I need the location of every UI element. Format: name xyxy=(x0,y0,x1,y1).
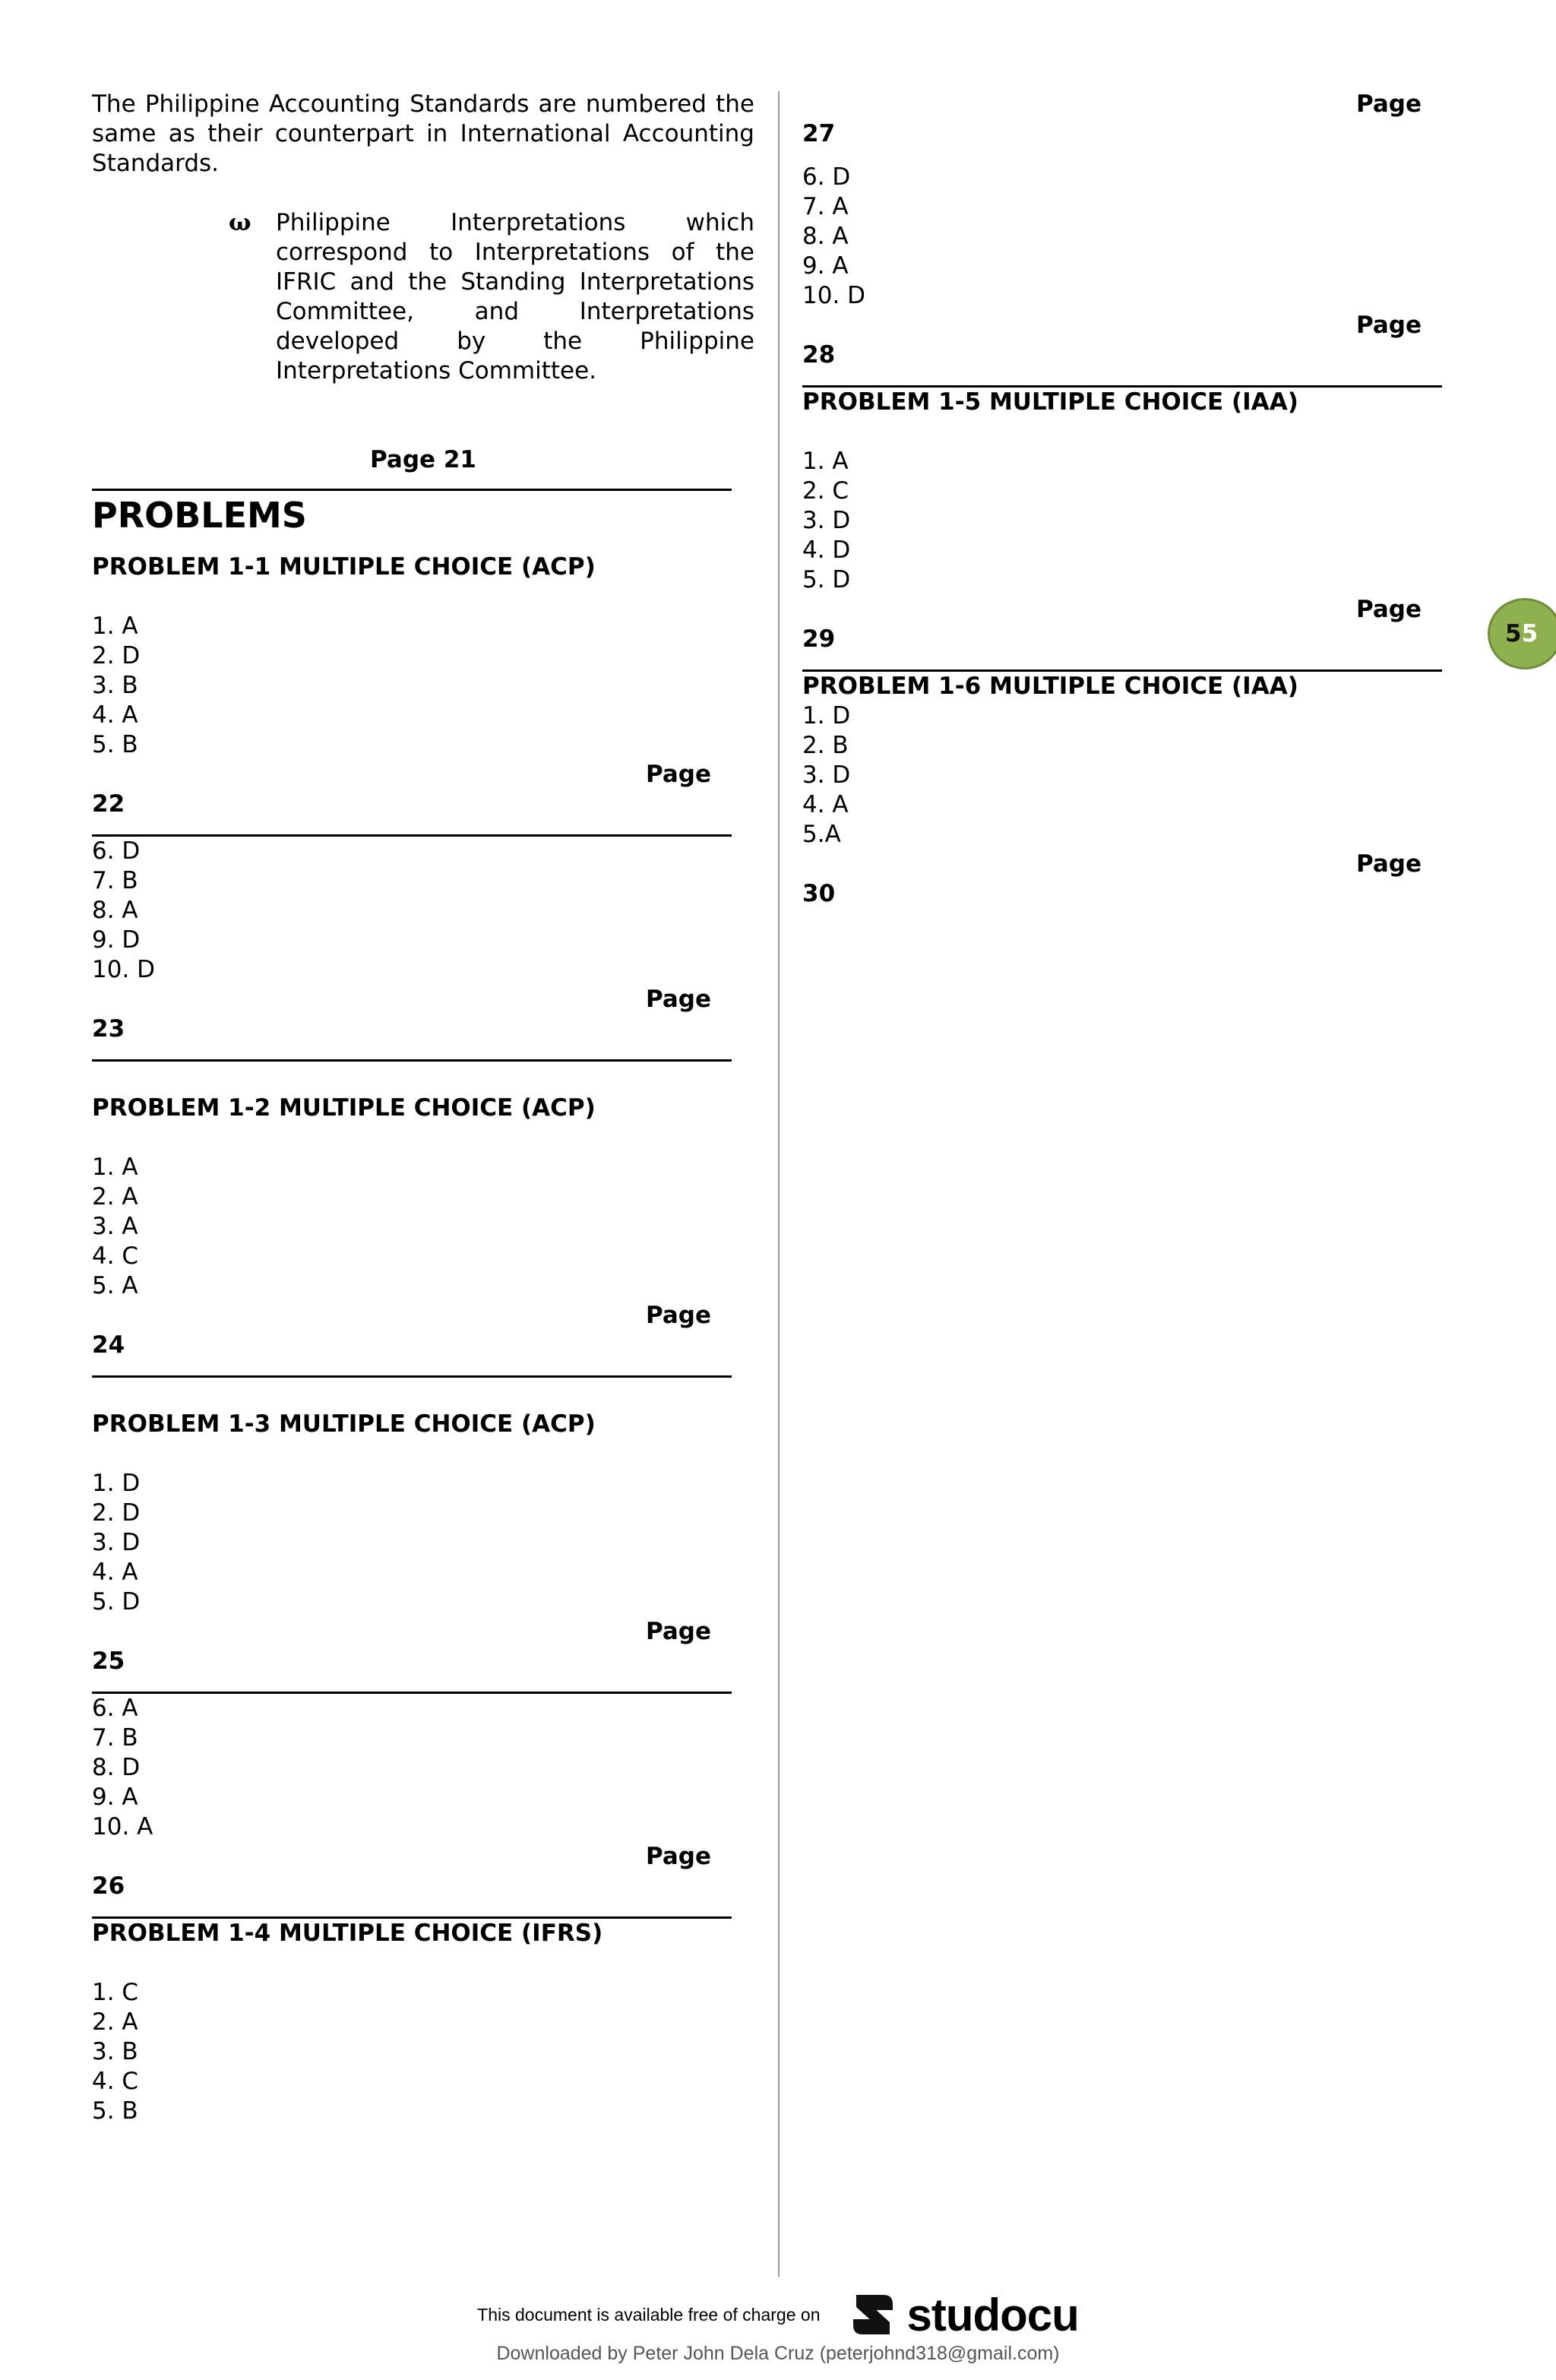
answer-item: 8. A xyxy=(92,897,138,924)
answer-item: 8. A xyxy=(802,223,849,250)
answer-item: 2. A xyxy=(92,2008,138,2036)
page-number-29: 29 xyxy=(802,625,836,653)
page-number-23: 23 xyxy=(92,1015,125,1043)
page-number-24: 24 xyxy=(92,1331,125,1359)
answer-item: 5. A xyxy=(92,1272,138,1299)
studocu-logo[interactable] xyxy=(846,2287,1078,2342)
answer-item: 7. B xyxy=(92,1724,138,1752)
problem-1-3 xyxy=(92,1410,754,1919)
left-column xyxy=(92,90,754,2126)
page-label: Page xyxy=(645,1302,711,1329)
answer-item: 3. D xyxy=(802,761,851,789)
answer-item: 9. A xyxy=(802,252,849,280)
page-label: Page xyxy=(645,986,711,1013)
page-number-22: 22 xyxy=(92,790,125,818)
right-column xyxy=(802,90,1444,909)
answer-item: 2. C xyxy=(802,477,849,505)
problem-1-1-answers-1 xyxy=(92,612,754,760)
problem-1-2-title: PROBLEM 1-2 MULTIPLE CHOICE (ACP) xyxy=(92,1094,596,1122)
page-label: Page xyxy=(645,1843,711,1870)
problem-1-5 xyxy=(802,388,1444,672)
answer-item: 1. C xyxy=(92,1979,139,2006)
studocu-logo-text: studocu xyxy=(906,2289,1079,2340)
page-number-26: 26 xyxy=(92,1872,125,1900)
page-badge-digit-light: 5 xyxy=(1521,619,1539,647)
answer-item: 4. A xyxy=(802,791,849,818)
answer-item: 1. A xyxy=(802,448,849,475)
answer-item: 4. D xyxy=(802,536,851,564)
answer-item: 5. B xyxy=(92,731,138,758)
problem-1-6 xyxy=(802,672,1444,909)
problem-1-6-title: PROBLEM 1-6 MULTIPLE CHOICE (IAA) xyxy=(802,673,1298,700)
page-label: Page xyxy=(645,761,711,788)
page-badge-digit-dark: 5 xyxy=(1505,619,1522,647)
problem-1-2 xyxy=(92,1093,754,1378)
answer-item: 3. B xyxy=(92,2038,138,2065)
answer-item: 3. B xyxy=(92,672,138,699)
answer-item: 4. A xyxy=(92,701,138,729)
answer-item: 6. D xyxy=(92,837,141,865)
page-badge xyxy=(1488,598,1556,669)
studocu-logo-icon xyxy=(846,2287,900,2342)
bullet-item xyxy=(92,208,754,386)
page-number-28: 28 xyxy=(802,341,836,369)
problem-1-1-title: PROBLEM 1-1 MULTIPLE CHOICE (ACP) xyxy=(92,553,596,581)
answer-item: 10. A xyxy=(92,1813,153,1840)
problem-1-1 xyxy=(92,552,754,1062)
answer-item: 1. A xyxy=(92,612,138,640)
footer-downloaded-by: Downloaded by Peter John Dela Cruz (peterjohnd318@gmail.com) xyxy=(496,2343,1060,2364)
answer-item: 7. B xyxy=(92,867,138,894)
footer-availability xyxy=(0,2287,1556,2342)
answer-item: 8. D xyxy=(92,1754,141,1781)
answer-item: 2. B xyxy=(802,732,849,759)
problem-1-5-answers xyxy=(802,447,1444,595)
answer-item: 7. A xyxy=(802,193,849,220)
answer-item: 1. D xyxy=(802,702,851,730)
page-number-30: 30 xyxy=(802,880,836,907)
answer-item: 5. B xyxy=(92,2097,138,2125)
problem-1-4 xyxy=(92,1919,754,2126)
bullet-omega-icon: ω xyxy=(229,209,251,236)
intro-paragraph: The Philippine Accounting Standards are numbered the same as their counterpart in International Accounting Standards. xyxy=(92,90,754,177)
answer-item: 9. A xyxy=(92,1783,138,1811)
answer-item: 1. D xyxy=(92,1470,141,1497)
problem-1-4-title: PROBLEM 1-4 MULTIPLE CHOICE (IFRS) xyxy=(92,1920,603,1947)
problem-1-6-answers xyxy=(802,701,1444,850)
problem-1-3-answers-2 xyxy=(92,1694,754,1842)
answer-item: 3. A xyxy=(92,1213,138,1240)
answer-item: 3. D xyxy=(802,507,851,534)
problem-1-1-answers-2 xyxy=(92,837,754,985)
page-number-27: 27 xyxy=(802,120,836,147)
page-21-label: Page 21 xyxy=(370,446,476,473)
page-label: Page xyxy=(1355,90,1422,118)
problem-1-5-title: PROBLEM 1-5 MULTIPLE CHOICE (IAA) xyxy=(802,388,1298,416)
footer-available-text: This document is available free of charge on xyxy=(477,2304,821,2325)
page-number-25: 25 xyxy=(92,1647,125,1675)
answer-item: 5. D xyxy=(802,566,851,593)
problems-heading: PROBLEMS xyxy=(92,495,307,536)
problem-1-4-answers-2 xyxy=(802,163,1444,311)
answer-item: 10. D xyxy=(92,956,156,983)
problem-1-4-answers-1 xyxy=(92,1978,754,2126)
answer-item: 1. A xyxy=(92,1154,138,1181)
answer-item: 6. D xyxy=(802,163,851,191)
answer-item: 2. A xyxy=(92,1183,138,1211)
answer-item: 10. D xyxy=(802,282,866,309)
answer-item: 6. A xyxy=(92,1695,138,1722)
problem-1-2-answers xyxy=(92,1153,754,1301)
answer-item: 4. A xyxy=(92,1559,138,1586)
answer-item: 5. D xyxy=(92,1588,141,1616)
answer-item: 2. D xyxy=(92,642,141,669)
problem-1-3-title: PROBLEM 1-3 MULTIPLE CHOICE (ACP) xyxy=(92,1410,596,1438)
answer-item: 2. D xyxy=(92,1499,141,1527)
answer-item: 3. D xyxy=(92,1529,141,1556)
answer-item: 5.A xyxy=(802,821,841,848)
page-label: Page xyxy=(1355,596,1422,623)
page-label: Page xyxy=(1355,850,1422,878)
section-rule xyxy=(92,489,732,491)
bullet-text: Philippine Interpretations which correspond to Interpretations of the IFRIC and the Standing Interpretations Committee, and Interpretations developed by the Philippine Interpretations Committee. xyxy=(276,209,754,385)
page-label: Page xyxy=(645,1618,711,1645)
column-divider xyxy=(778,91,780,2277)
answer-item: 4. C xyxy=(92,2068,139,2095)
answer-item: 4. C xyxy=(92,1242,139,1270)
answer-item: 9. D xyxy=(92,926,141,954)
problem-1-3-answers-1 xyxy=(92,1469,754,1617)
page-label: Page xyxy=(1355,312,1422,339)
